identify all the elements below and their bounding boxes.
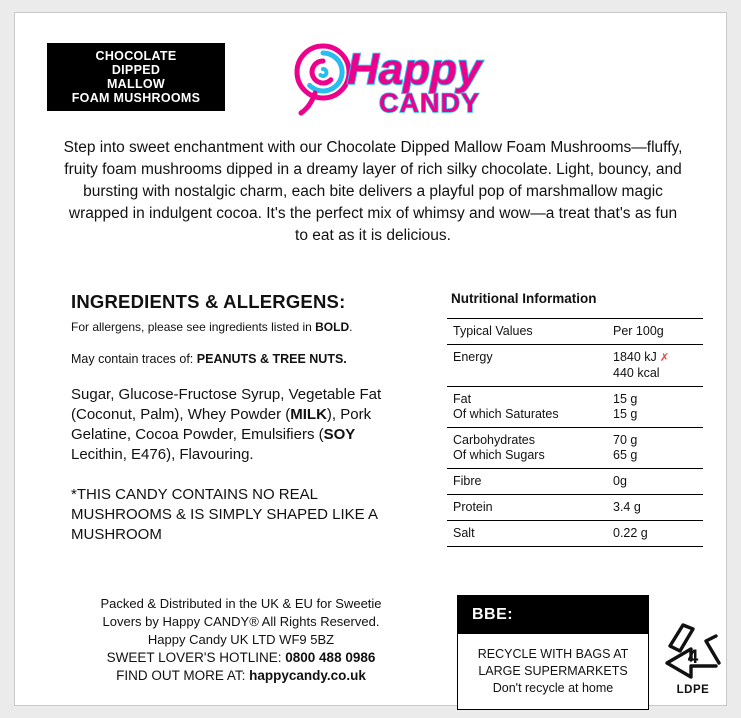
mobius-loop-icon (660, 623, 726, 683)
allergen-soy: SOY (323, 426, 356, 443)
allergen-note-prefix: For allergens, please see ingredients listed in (71, 320, 316, 334)
traces-note (71, 351, 411, 367)
svg-text:CANDY: CANDY (379, 88, 481, 118)
product-name-text (72, 49, 201, 105)
energy-kj: 1840 kJ (613, 350, 657, 364)
carbs-sub-value: 65 g (613, 448, 638, 462)
product-name-line-1: CHOCOLATE (95, 49, 177, 63)
product-name-line-3: MALLOW (106, 77, 166, 91)
label-inner (33, 29, 710, 696)
website (61, 667, 421, 685)
nutrition-header-value: Per 100g (603, 319, 703, 345)
company-line-2: Lovers by Happy CANDY® All Rights Reserved. (102, 614, 380, 629)
lollipop-icon (297, 46, 349, 113)
hotline (61, 649, 421, 667)
carbs-sub-label: Of which Sugars (453, 448, 545, 462)
happy-candy-logo (291, 39, 486, 119)
company-line-1: Packed & Distributed in the UK & EU for Sweetie (100, 596, 382, 611)
nutrition-title: Nutritional Information (451, 291, 597, 306)
nutrition-row-label: Fibre (447, 469, 603, 495)
fat-sub-value: 15 g (613, 407, 638, 421)
bbe-line-3: Don't recycle at home (492, 681, 614, 695)
table-row (447, 521, 703, 547)
nutrition-row-value (603, 345, 703, 387)
table-row (447, 428, 703, 469)
bbe-line-2: LARGE SUPERMARKETS (478, 664, 628, 678)
nutrition-row-value: 0.22 g (603, 521, 703, 547)
allergen-milk: MILK (290, 406, 327, 423)
bbe-line-1: RECYCLE WITH BAGS AT (477, 647, 629, 661)
ingredients-section (71, 291, 411, 545)
nutrition-row-label (447, 428, 603, 469)
table-row (447, 345, 703, 387)
bbe-heading: BBE: (458, 596, 648, 634)
nutrition-header-label: Typical Values (447, 319, 603, 345)
website-url[interactable]: happycandy.co.uk (249, 668, 366, 683)
carbs-value: 70 g (613, 433, 638, 447)
product-label-card (14, 12, 727, 706)
company-info (61, 595, 421, 685)
fat-sub-label: Of which Saturates (453, 407, 559, 421)
company-line-3: Happy Candy UK LTD WF9 5BZ (147, 632, 335, 647)
hotline-number: 0800 488 0986 (285, 650, 376, 665)
nutrition-row-value: 0g (603, 469, 703, 495)
bbe-recycle-text (458, 634, 648, 709)
recycle-number: 4 (687, 647, 699, 668)
traces-prefix: May contain traces of: (71, 352, 197, 366)
energy-annotation: ✗ (656, 352, 670, 364)
allergen-note (71, 319, 411, 335)
label-header (33, 29, 710, 119)
recycling-mark (657, 623, 729, 701)
product-name-box (47, 43, 225, 111)
nutrition-row-label (447, 387, 603, 428)
ingredients-title: INGREDIENTS & ALLERGENS: (71, 291, 346, 312)
nutrition-row-value: 3.4 g (603, 495, 703, 521)
table-row (447, 387, 703, 428)
nutrition-row-value (603, 387, 703, 428)
nutrition-header-row (447, 319, 703, 345)
ingredients-list: Sugar, Glucose-Fructose Syrup, Vegetable Fat (Coconut, Palm), Whey Powder (MILK), Pork Gelatine, Cocoa Powder, Emulsifiers (SOY Lecithin, E476), Flavouring. (71, 386, 382, 463)
nutrition-section (447, 291, 709, 547)
traces-bold: PEANUTS & TREE NUTS. (196, 352, 347, 366)
carbs-label: Carbohydrates (453, 433, 535, 447)
recycle-code: LDPE (676, 684, 710, 696)
mushroom-disclaimer: *THIS CANDY CONTAINS NO REAL MUSHROOMS & IS SIMPLY SHAPED LIKE A MUSHROOM (71, 486, 378, 543)
product-name-line-2: DIPPED (111, 63, 161, 77)
nutrition-row-label: Protein (447, 495, 603, 521)
table-row (447, 495, 703, 521)
hotline-label: SWEET LOVER'S HOTLINE: (106, 650, 286, 665)
nutrition-table (447, 318, 703, 547)
nutrition-row-label: Energy (447, 345, 603, 387)
allergen-note-suffix: . (349, 320, 353, 334)
website-label: FIND OUT MORE AT: (116, 668, 250, 683)
fat-value: 15 g (613, 392, 638, 406)
energy-kcal: 440 kcal (613, 366, 660, 380)
bbe-box (457, 595, 649, 710)
allergen-note-bold: BOLD (315, 320, 350, 334)
svg-text:Happy: Happy (347, 45, 482, 94)
table-row (447, 469, 703, 495)
product-name-line-4: FOAM MUSHROOMS (71, 91, 201, 105)
nutrition-row-value (603, 428, 703, 469)
product-description: Step into sweet enchantment with our Chocolate Dipped Mallow Foam Mushrooms—fluffy, fruity foam mushrooms dipped in a dreamy layer of rich silky chocolate. Light, bouncy, and bursting with nostalgic charm, each bite delivers a playful pop of marshmallow magic wrapped in indulgent cocoa. It's the perfect mix of whimsy and wow—a treat that's as fun to eat as it is delicious. (63, 139, 683, 244)
fat-label: Fat (453, 392, 472, 406)
nutrition-row-label: Salt (447, 521, 603, 547)
